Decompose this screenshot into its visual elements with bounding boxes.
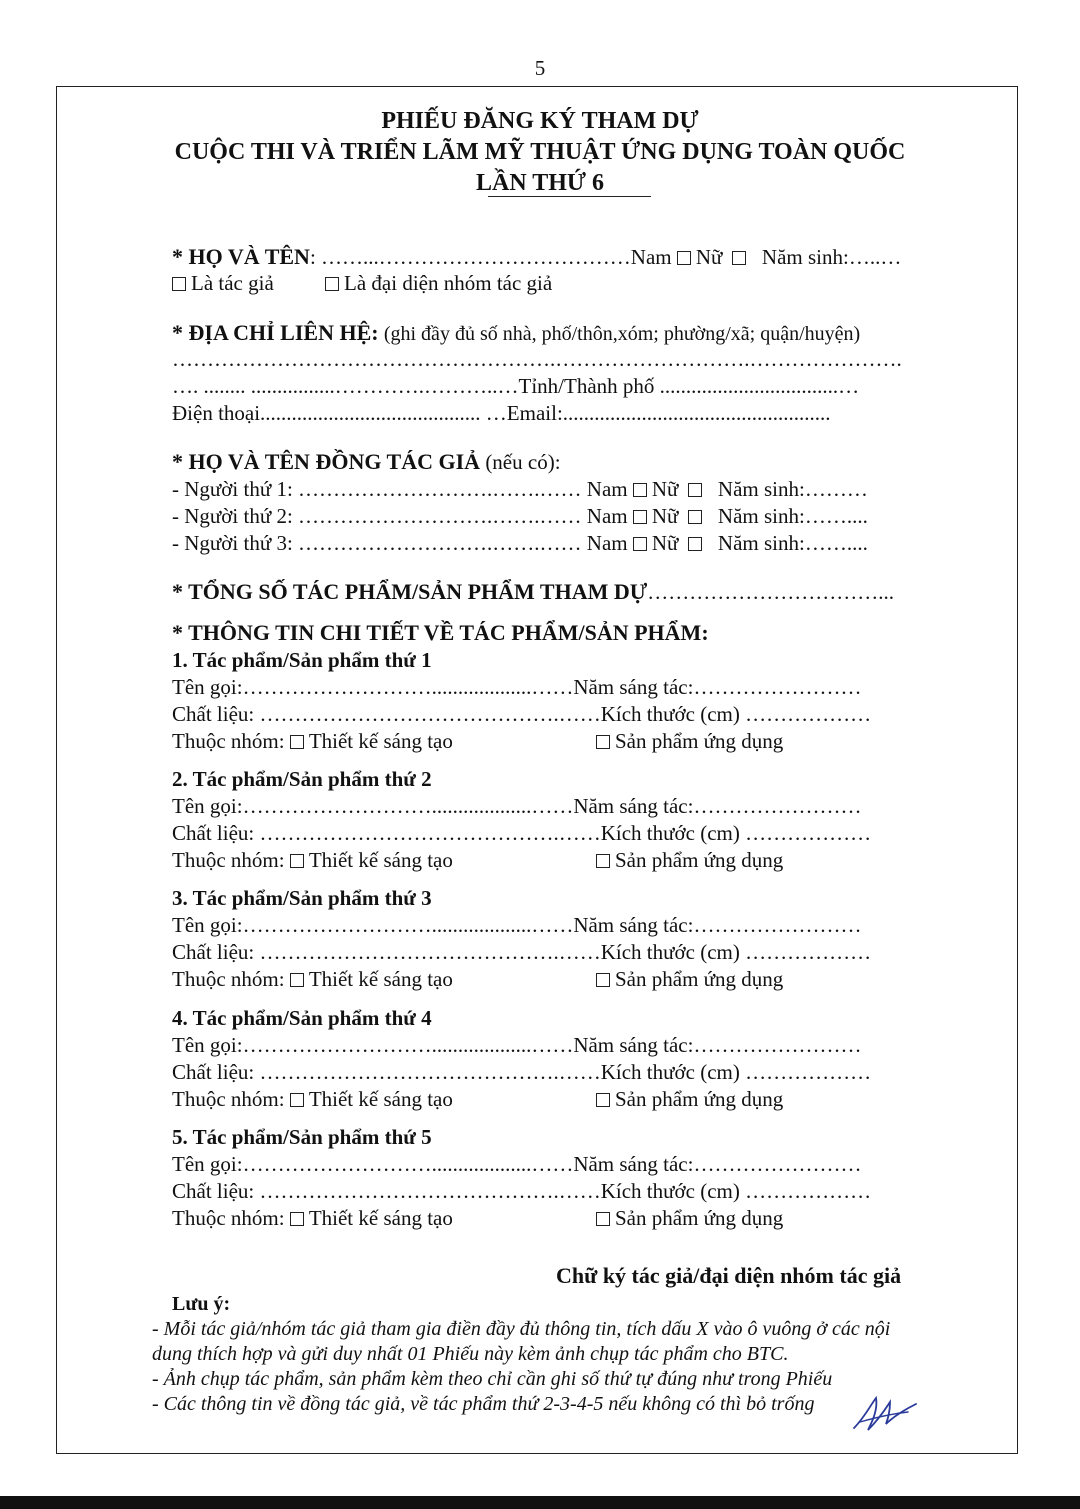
creative-design-checkbox[interactable] [290, 735, 304, 749]
work-material-field[interactable]: Chất liệu: …………………………………….……Kích thước (cm) ……………… [172, 702, 872, 726]
creative-design-checkbox[interactable] [290, 854, 304, 868]
work-name-field[interactable]: Tên gọi:………………………...................……Năm sáng tác:…………………… [172, 913, 862, 937]
notes-label: Lưu ý: [172, 1293, 231, 1315]
applied-product-label: Sản phẩm ứng dụng [615, 967, 784, 991]
coauthor-female-checkbox[interactable] [688, 537, 702, 551]
work-group-row [172, 966, 453, 993]
address-label: * ĐỊA CHỈ LIÊN HỆ: [172, 320, 379, 345]
address-header [172, 319, 860, 348]
creative-design-label: Thiết kế sáng tạo [308, 1206, 453, 1230]
coauthor-name-field[interactable]: - Người thứ 1: ……………………….…….…… Nam [172, 477, 628, 501]
coauthor-name-field[interactable]: - Người thứ 3: ……………………….…….…… Nam [172, 531, 628, 555]
creative-design-checkbox[interactable] [290, 1212, 304, 1226]
work-name-field[interactable]: Tên gọi:………………………...................……Năm sáng tác:…………………… [172, 675, 862, 699]
note-line: - Các thông tin về đồng tác giả, về tác phẩm thứ 2-3-4-5 nếu không có thì bỏ trống [152, 1393, 815, 1415]
coauthors-header [172, 448, 561, 476]
work-material-field[interactable]: Chất liệu: …………………………………….……Kích thước (cm) ……………… [172, 821, 872, 845]
coauthor-female-label: Nữ [651, 477, 679, 501]
applied-product-label: Sản phẩm ứng dụng [615, 729, 784, 753]
coauthor-male-checkbox[interactable] [633, 483, 647, 497]
title-line-1: PHIẾU ĐĂNG KÝ THAM DỰ [381, 108, 699, 134]
title-line-3: LẦN THỨ 6 [475, 170, 604, 196]
applicant-name-row [172, 243, 901, 271]
coauthors-hint: (nếu có): [485, 450, 561, 474]
title-underline [488, 196, 651, 197]
applied-product-checkbox[interactable] [596, 1093, 610, 1107]
creative-design-label: Thiết kế sáng tạo [308, 1087, 453, 1111]
address-line-1[interactable]: ……………………………………………….……………………….…………………. [172, 347, 902, 371]
applied-product-option [596, 847, 783, 874]
female-label: Nữ [695, 245, 723, 269]
work-group-label: Thuộc nhóm: [172, 848, 285, 872]
creative-design-label: Thiết kế sáng tạo [308, 967, 453, 991]
work-group-label: Thuộc nhóm: [172, 729, 285, 753]
signature-label: Chữ ký tác giả/đại diện nhóm tác giả [556, 1263, 902, 1288]
male-checkbox[interactable] [677, 251, 691, 265]
creative-design-checkbox[interactable] [290, 973, 304, 987]
note-line: dung thích hợp và gửi duy nhất 01 Phiếu này kèm ảnh chụp tác phẩm cho BTC. [152, 1343, 789, 1365]
work-group-row [172, 728, 453, 755]
coauthor-female-checkbox[interactable] [688, 510, 702, 524]
coauthor-female-label: Nữ [651, 531, 679, 555]
female-checkbox[interactable] [732, 251, 746, 265]
form-title [0, 106, 1080, 199]
work-group-label: Thuộc nhóm: [172, 967, 285, 991]
applicant-role-row [172, 270, 552, 297]
coauthor-row [172, 476, 868, 503]
address-hint: (ghi đầy đủ số nhà, phố/thôn,xóm; phường/xã; quận/huyện) [383, 323, 861, 345]
work-group-row [172, 1205, 453, 1232]
applied-product-option [596, 728, 783, 755]
applied-product-option [596, 1205, 783, 1232]
coauthor-male-checkbox[interactable] [633, 537, 647, 551]
phone-email-row[interactable]: Điện thoại.......................................... …Email:................................................... [172, 401, 831, 425]
work-name-field[interactable]: Tên gọi:………………………...................……Năm sáng tác:…………………… [172, 1152, 862, 1176]
applied-product-checkbox[interactable] [596, 735, 610, 749]
work-group-label: Thuộc nhóm: [172, 1087, 285, 1111]
coauthor-female-label: Nữ [651, 504, 679, 528]
coauthor-birth-field[interactable]: Năm sinh:…….... [717, 504, 868, 528]
work-material-field[interactable]: Chất liệu: …………………………………….……Kích thước (cm) ……………… [172, 1179, 872, 1203]
work-group-label: Thuộc nhóm: [172, 1206, 285, 1230]
birth-year-field[interactable]: Năm sinh:…..… [761, 245, 902, 269]
total-works-label: * TỔNG SỐ TÁC PHẨM/SẢN PHẨM THAM DỰ [172, 579, 648, 604]
author-label: Là tác giả [191, 271, 274, 295]
creative-design-label: Thiết kế sáng tạo [308, 729, 453, 753]
group-rep-checkbox[interactable] [325, 277, 339, 291]
coauthor-row [172, 530, 868, 557]
applied-product-option [596, 1086, 783, 1113]
work-group-row [172, 1086, 453, 1113]
total-works-field[interactable]: ……………………………... [647, 580, 895, 604]
work-title: 1. Tác phẩm/Sản phẩm thứ 1 [172, 648, 432, 672]
applied-product-checkbox[interactable] [596, 1212, 610, 1226]
work-name-field[interactable]: Tên gọi:………………………...................……Năm sáng tác:…………………… [172, 794, 862, 818]
title-line-2: CUỘC THI VÀ TRIỂN LÃM MỸ THUẬT ỨNG DỤNG TOÀN QUỐC [174, 139, 906, 165]
work-material-field[interactable]: Chất liệu: …………………………………….……Kích thước (cm) ……………… [172, 1060, 872, 1084]
applicant-name-label: * HỌ VÀ TÊN [172, 244, 310, 269]
applied-product-label: Sản phẩm ứng dụng [615, 1087, 784, 1111]
page-number: 5 [534, 56, 546, 80]
details-label: * THÔNG TIN CHI TIẾT VỀ TÁC PHẨM/SẢN PHẨM: [172, 620, 709, 645]
coauthor-birth-field[interactable]: Năm sinh:……… [717, 477, 868, 501]
coauthor-row [172, 503, 868, 530]
total-works-row [172, 578, 894, 606]
bottom-border [0, 1496, 1080, 1509]
applied-product-option [596, 966, 783, 993]
coauthor-male-checkbox[interactable] [633, 510, 647, 524]
work-title: 2. Tác phẩm/Sản phẩm thứ 2 [172, 767, 432, 791]
applied-product-checkbox[interactable] [596, 973, 610, 987]
creative-design-label: Thiết kế sáng tạo [308, 848, 453, 872]
applied-product-checkbox[interactable] [596, 854, 610, 868]
address-line-2[interactable]: …. ........ ................………….………..…Tỉnh/Thành phố ..................................… [172, 374, 860, 398]
coauthor-name-field[interactable]: - Người thứ 2: ……………………….…….…… Nam [172, 504, 628, 528]
work-title: 5. Tác phẩm/Sản phẩm thứ 5 [172, 1125, 432, 1149]
work-title: 4. Tác phẩm/Sản phẩm thứ 4 [172, 1006, 432, 1030]
handwritten-signature-icon [850, 1388, 920, 1436]
note-line: - Ảnh chụp tác phẩm, sản phẩm kèm theo chỉ cần ghi số thứ tự đúng như trong Phiếu [152, 1368, 833, 1390]
work-material-field[interactable]: Chất liệu: …………………………………….……Kích thước (cm) ……………… [172, 940, 872, 964]
work-title: 3. Tác phẩm/Sản phẩm thứ 3 [172, 886, 432, 910]
coauthor-birth-field[interactable]: Năm sinh:…….... [717, 531, 868, 555]
creative-design-checkbox[interactable] [290, 1093, 304, 1107]
work-name-field[interactable]: Tên gọi:………………………...................……Năm sáng tác:…………………… [172, 1033, 862, 1057]
applicant-name-field[interactable]: : ……...………………………………Nam [309, 245, 672, 269]
coauthors-label: * HỌ VÀ TÊN ĐỒNG TÁC GIẢ [172, 449, 481, 474]
applied-product-label: Sản phẩm ứng dụng [615, 848, 784, 872]
author-checkbox[interactable] [172, 277, 186, 291]
coauthor-female-checkbox[interactable] [688, 483, 702, 497]
group-rep-label: Là đại diện nhóm tác giả [344, 271, 553, 295]
note-line: - Mỗi tác giả/nhóm tác giả tham gia điền đầy đủ thông tin, tích dấu X vào ô vuông ở các nội [152, 1318, 891, 1340]
work-group-row [172, 847, 453, 874]
applied-product-label: Sản phẩm ứng dụng [615, 1206, 784, 1230]
